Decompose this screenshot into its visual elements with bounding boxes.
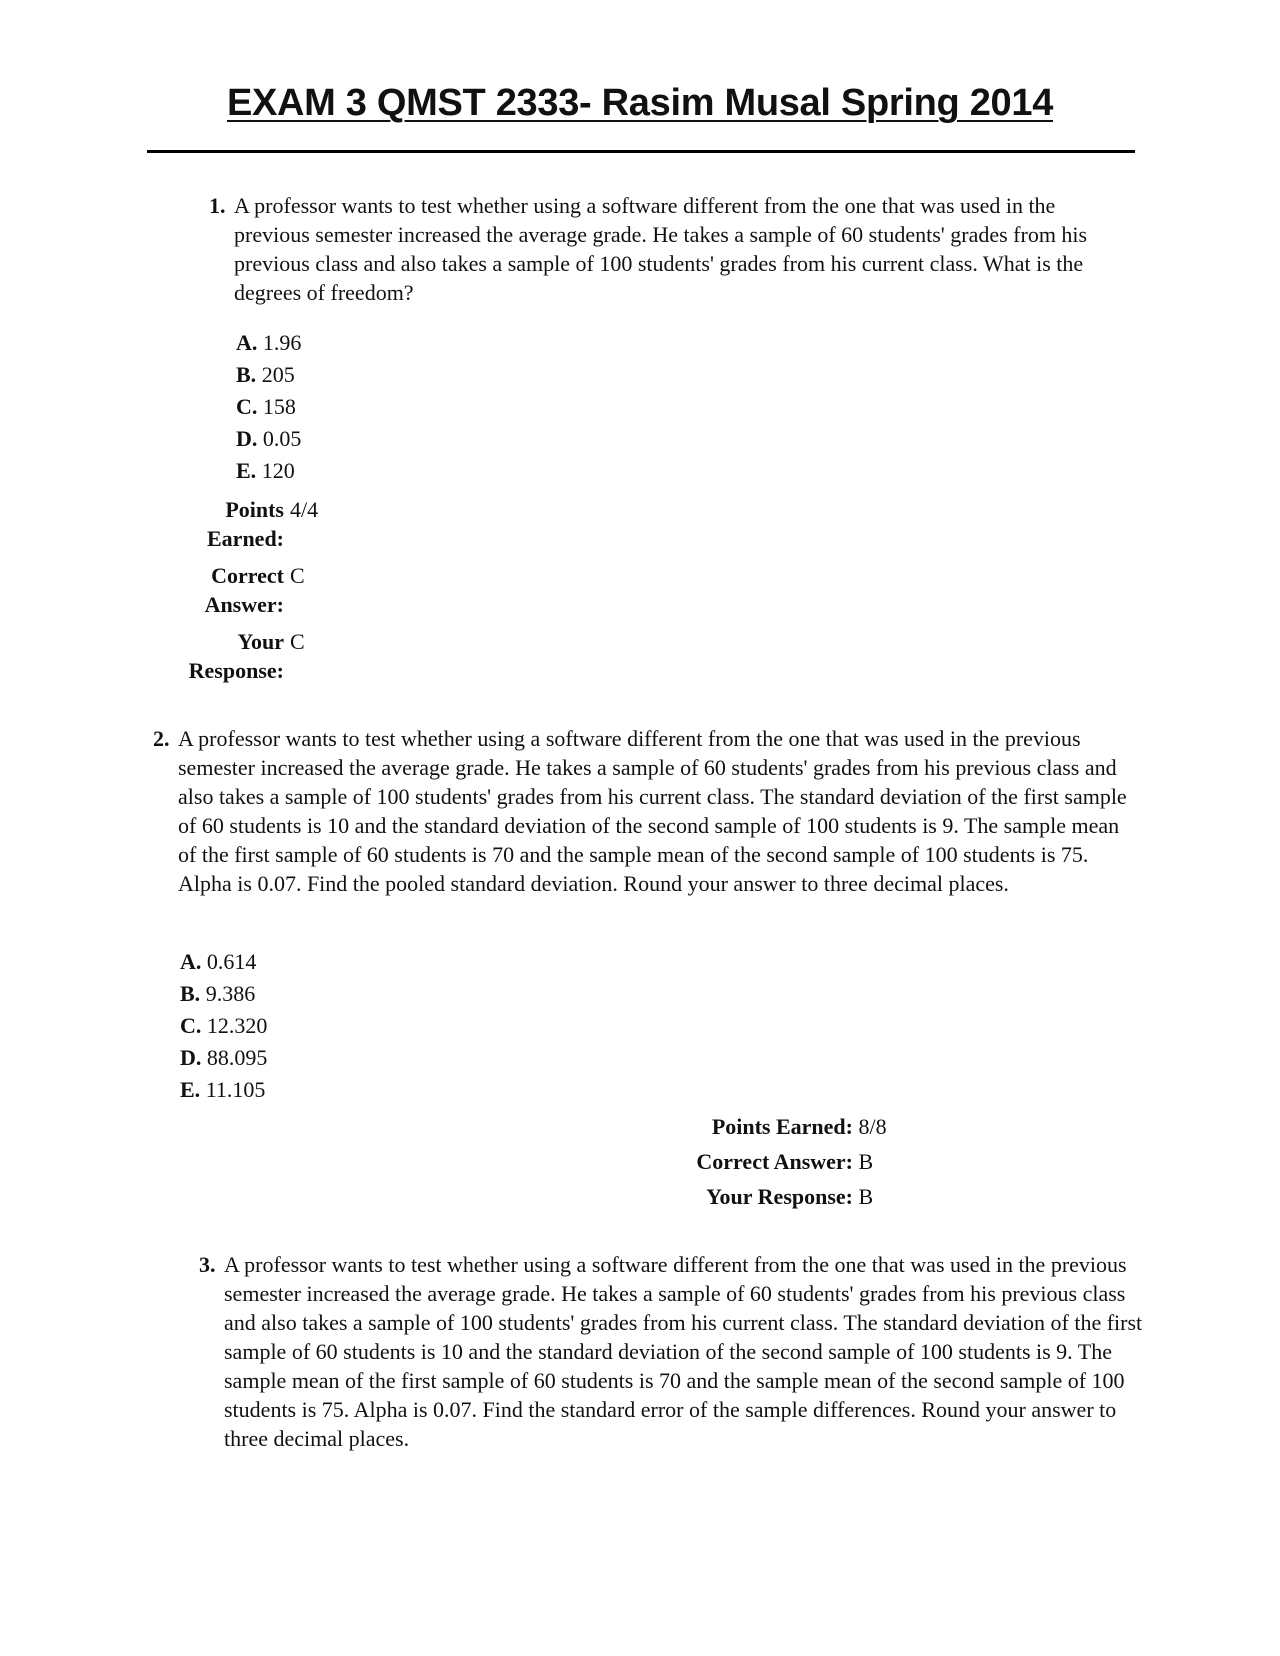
option-c[interactable] — [236, 391, 301, 423]
q2-correct-answer — [640, 1147, 887, 1182]
meta-label: Your Response: — [706, 1184, 853, 1209]
option-letter: B. — [180, 981, 201, 1006]
title-divider — [147, 150, 1135, 153]
q1-correct-answer — [176, 561, 305, 619]
question-text: A professor wants to test whether using a software different from the one that was used in the previous semester increased the average grade. He takes a sample of 60 students' grades from his previous class and also takes a sample of 100 students' grades from his current class. The standard deviation of the first sample of 60 students is 10 and the standard deviation of the second sample of 100 students is 9. The sample mean of the first sample of 60 students is 70 and the sample mean of the second sample of 100 students is 75. Alpha is 0.07. Find the standard error of the sample differences. Round your answer to three decimal places. — [224, 1252, 1143, 1451]
meta-label: Response: — [188, 658, 284, 683]
meta-value: C — [290, 563, 305, 588]
meta-label: Correct Answer: — [696, 1149, 853, 1174]
question-2-options — [180, 946, 267, 1106]
option-letter: D. — [236, 426, 258, 451]
option-value: 158 — [262, 394, 296, 419]
meta-label: Points Earned: — [711, 1114, 853, 1139]
question-number: 1. — [209, 193, 226, 218]
option-value: 88.095 — [206, 1045, 268, 1070]
q1-points-earned — [176, 495, 319, 553]
meta-label: Your — [237, 629, 284, 654]
option-d[interactable] — [236, 423, 301, 455]
option-letter: B. — [236, 362, 257, 387]
q2-results — [640, 1112, 887, 1217]
option-e[interactable] — [236, 455, 301, 487]
option-value: 1.96 — [262, 330, 302, 355]
option-a[interactable] — [180, 946, 267, 978]
question-1-options — [236, 327, 301, 487]
option-d[interactable] — [180, 1042, 267, 1074]
option-value: 120 — [261, 458, 295, 483]
meta-value: B — [858, 1184, 874, 1209]
option-a[interactable] — [236, 327, 301, 359]
option-letter: C. — [180, 1013, 202, 1038]
option-b[interactable] — [236, 359, 301, 391]
question-3 — [199, 1250, 1144, 1453]
question-text: A professor wants to test whether using a software different from the one that was used in the previous semester increased the average grade. He takes a sample of 60 students' grades from his previous class and also takes a sample of 100 students' grades from his current class. What is the degrees of freedom? — [234, 193, 1088, 305]
option-value: 0.614 — [206, 949, 257, 974]
question-1 — [209, 191, 1114, 307]
question-number: 2. — [153, 726, 170, 751]
option-letter: E. — [180, 1077, 201, 1102]
meta-label: Correct — [211, 563, 284, 588]
option-letter: A. — [236, 330, 258, 355]
option-letter: A. — [180, 949, 202, 974]
question-number: 3. — [199, 1252, 216, 1277]
q2-points-earned — [640, 1112, 887, 1147]
q2-your-response — [640, 1182, 887, 1217]
option-letter: C. — [236, 394, 258, 419]
option-letter: D. — [180, 1045, 202, 1070]
document-title: EXAM 3 QMST 2333- Rasim Musal Spring 2014 — [226, 82, 1054, 124]
meta-label: Points — [225, 497, 284, 522]
option-value: 0.05 — [262, 426, 302, 451]
option-value: 12.320 — [206, 1013, 268, 1038]
meta-label: Answer: — [204, 592, 284, 617]
option-e[interactable] — [180, 1074, 267, 1106]
option-value: 9.386 — [205, 981, 256, 1006]
question-2 — [153, 724, 1128, 898]
meta-value: 4/4 — [290, 497, 319, 522]
meta-value: B — [858, 1149, 874, 1174]
option-letter: E. — [236, 458, 257, 483]
q1-your-response — [176, 627, 305, 685]
meta-label: Earned: — [207, 526, 284, 551]
meta-value: C — [290, 629, 305, 654]
option-b[interactable] — [180, 978, 267, 1010]
meta-value: 8/8 — [858, 1114, 887, 1139]
question-text: A professor wants to test whether using a software different from the one that was used in the previous semester increased the average grade. He takes a sample of 60 students' grades from his previous class and also takes a sample of 100 students' grades from his current class. The standard deviation of the first sample of 60 students is 10 and the standard deviation of the second sample of 100 students is 9. The sample mean of the first sample of 60 students is 70 and the sample mean of the second sample of 100 students is 75. Alpha is 0.07. Find the pooled standard deviation. Round your answer to three decimal places. — [178, 726, 1127, 896]
option-value: 205 — [261, 362, 295, 387]
option-value: 11.105 — [205, 1077, 266, 1102]
option-c[interactable] — [180, 1010, 267, 1042]
